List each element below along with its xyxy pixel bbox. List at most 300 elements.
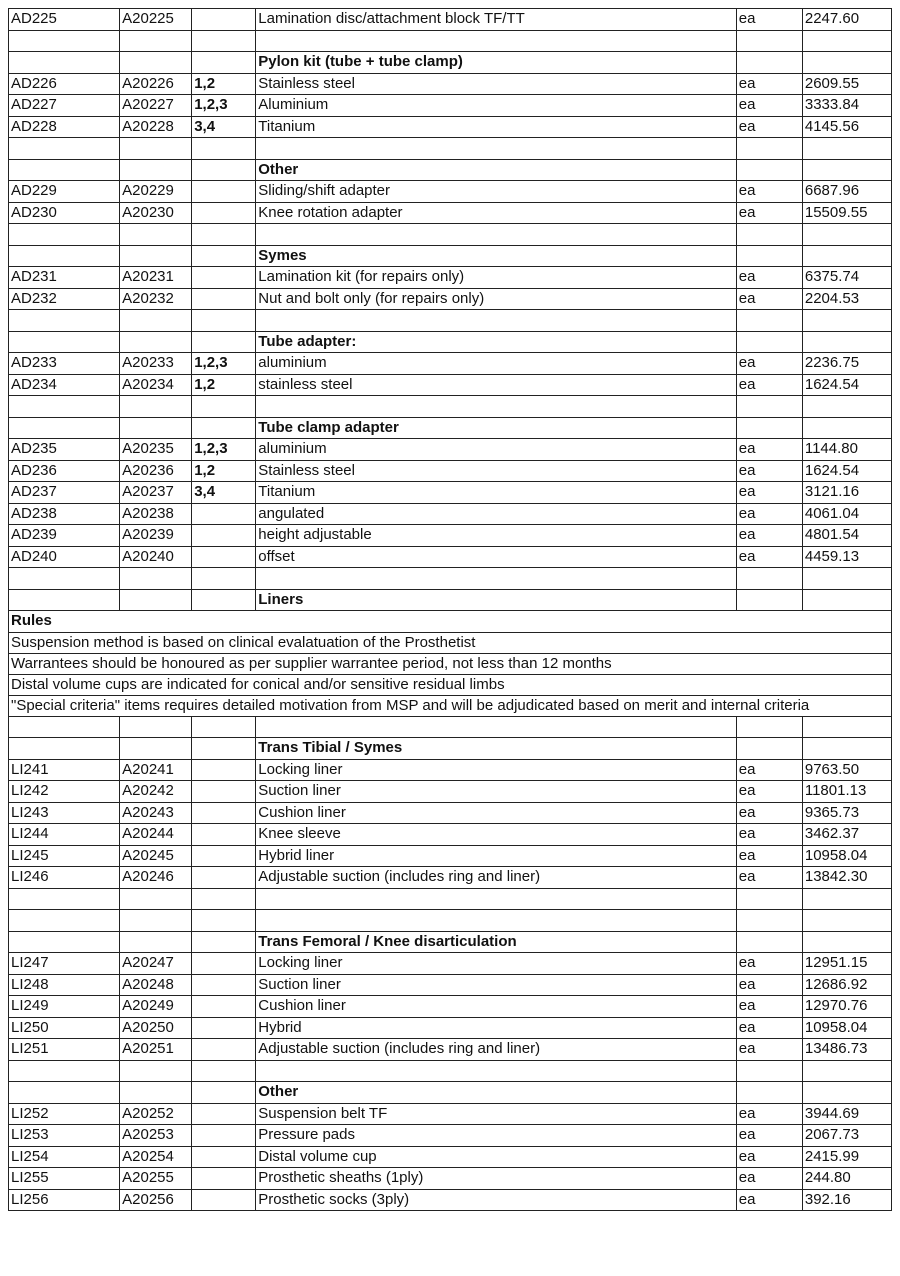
quantity-level-cell: 1,2,3 (192, 95, 256, 117)
unit-cell: ea (736, 181, 802, 203)
item-code-cell: LI242 (9, 781, 120, 803)
nappi-code-cell: A20245 (120, 845, 192, 867)
unit-cell: ea (736, 288, 802, 310)
table-row (9, 781, 892, 803)
empty-cell (9, 331, 120, 353)
section-heading-row (9, 52, 892, 74)
table-row (9, 974, 892, 996)
quantity-level-cell (192, 824, 256, 846)
nappi-code-cell: A20235 (120, 439, 192, 461)
unit-cell: ea (736, 95, 802, 117)
price-cell: 2236.75 (802, 353, 891, 375)
item-code-cell: AD235 (9, 439, 120, 461)
nappi-code-cell: A20229 (120, 181, 192, 203)
section-heading-row (9, 589, 892, 611)
item-code-cell: LI249 (9, 996, 120, 1018)
empty-cell (120, 910, 192, 932)
quantity-level-cell (192, 1146, 256, 1168)
empty-cell (192, 396, 256, 418)
nappi-code-cell: A20230 (120, 202, 192, 224)
empty-cell (9, 245, 120, 267)
price-cell: 12970.76 (802, 996, 891, 1018)
quantity-level-cell (192, 546, 256, 568)
table-row (9, 867, 892, 889)
empty-cell (256, 138, 737, 160)
empty-cell (736, 931, 802, 953)
description-cell: offset (256, 546, 737, 568)
table-row (9, 1103, 892, 1125)
price-cell: 2204.53 (802, 288, 891, 310)
rule-row (9, 653, 892, 674)
price-cell: 11801.13 (802, 781, 891, 803)
empty-cell (736, 589, 802, 611)
price-cell: 13486.73 (802, 1039, 891, 1061)
empty-cell (192, 1060, 256, 1082)
nappi-code-cell: A20255 (120, 1168, 192, 1190)
empty-cell (9, 159, 120, 181)
empty-cell (192, 716, 256, 738)
unit-cell: ea (736, 267, 802, 289)
nappi-code-cell: A20246 (120, 867, 192, 889)
empty-cell (192, 910, 256, 932)
empty-cell (120, 568, 192, 590)
blank-row (9, 224, 892, 246)
table-row (9, 546, 892, 568)
empty-cell (802, 738, 891, 760)
quantity-level-cell (192, 267, 256, 289)
empty-cell (120, 738, 192, 760)
empty-cell (192, 568, 256, 590)
description-cell: Cushion liner (256, 802, 737, 824)
description-cell: stainless steel (256, 374, 737, 396)
price-cell: 9365.73 (802, 802, 891, 824)
item-code-cell: LI250 (9, 1017, 120, 1039)
description-cell: Stainless steel (256, 460, 737, 482)
price-cell: 392.16 (802, 1189, 891, 1211)
price-cell: 3121.16 (802, 482, 891, 504)
table-row (9, 95, 892, 117)
empty-cell (192, 52, 256, 74)
item-code-cell: AD230 (9, 202, 120, 224)
description-cell: Pressure pads (256, 1125, 737, 1147)
description-cell: Hybrid (256, 1017, 737, 1039)
item-code-cell: LI244 (9, 824, 120, 846)
nappi-code-cell: A20240 (120, 546, 192, 568)
description-cell: Titanium (256, 116, 737, 138)
rule-text: Warrantees should be honoured as per supplier warrantee period, not less than 12 months (9, 653, 892, 674)
item-code-cell: AD238 (9, 503, 120, 525)
rules-heading-row (9, 611, 892, 633)
price-cell: 4801.54 (802, 525, 891, 547)
section-heading-row (9, 331, 892, 353)
unit-cell: ea (736, 482, 802, 504)
quantity-level-cell: 1,2,3 (192, 353, 256, 375)
price-cell: 1624.54 (802, 460, 891, 482)
empty-cell (9, 888, 120, 910)
empty-cell (120, 1060, 192, 1082)
table-row (9, 1039, 892, 1061)
nappi-code-cell: A20232 (120, 288, 192, 310)
unit-cell: ea (736, 525, 802, 547)
quantity-level-cell (192, 802, 256, 824)
nappi-code-cell: A20236 (120, 460, 192, 482)
empty-cell (802, 245, 891, 267)
empty-cell (256, 396, 737, 418)
section-heading-row (9, 417, 892, 439)
empty-cell (9, 738, 120, 760)
quantity-level-cell (192, 503, 256, 525)
empty-cell (736, 1082, 802, 1104)
item-code-cell: LI248 (9, 974, 120, 996)
empty-cell (256, 224, 737, 246)
table-row (9, 996, 892, 1018)
empty-cell (9, 138, 120, 160)
empty-cell (736, 224, 802, 246)
empty-cell (192, 931, 256, 953)
nappi-code-cell: A20251 (120, 1039, 192, 1061)
unit-cell: ea (736, 1189, 802, 1211)
description-cell: Suspension belt TF (256, 1103, 737, 1125)
section-heading-row (9, 159, 892, 181)
quantity-level-cell (192, 781, 256, 803)
empty-cell (9, 1082, 120, 1104)
empty-cell (736, 30, 802, 52)
empty-cell (736, 159, 802, 181)
table-row (9, 353, 892, 375)
item-code-cell: AD228 (9, 116, 120, 138)
rule-row (9, 632, 892, 653)
empty-cell (736, 910, 802, 932)
unit-cell: ea (736, 802, 802, 824)
empty-cell (736, 417, 802, 439)
empty-cell (802, 310, 891, 332)
table-row (9, 1017, 892, 1039)
item-code-cell: AD232 (9, 288, 120, 310)
item-code-cell: LI243 (9, 802, 120, 824)
quantity-level-cell (192, 1125, 256, 1147)
rule-row (9, 695, 892, 716)
price-cell: 3944.69 (802, 1103, 891, 1125)
section-heading-row (9, 738, 892, 760)
price-cell: 3462.37 (802, 824, 891, 846)
unit-cell: ea (736, 202, 802, 224)
unit-cell: ea (736, 9, 802, 31)
price-cell: 2609.55 (802, 73, 891, 95)
description-cell: Locking liner (256, 953, 737, 975)
price-cell: 4061.04 (802, 503, 891, 525)
empty-cell (120, 888, 192, 910)
item-code-cell: AD227 (9, 95, 120, 117)
description-cell: Aluminium (256, 95, 737, 117)
empty-cell (736, 52, 802, 74)
description-cell: angulated (256, 503, 737, 525)
nappi-code-cell: A20243 (120, 802, 192, 824)
empty-cell (802, 396, 891, 418)
section-heading: Tube clamp adapter (256, 417, 737, 439)
nappi-code-cell: A20253 (120, 1125, 192, 1147)
empty-cell (120, 417, 192, 439)
empty-cell (192, 245, 256, 267)
section-heading-row (9, 245, 892, 267)
nappi-code-cell: A20250 (120, 1017, 192, 1039)
price-cell: 10958.04 (802, 1017, 891, 1039)
table-row (9, 1168, 892, 1190)
empty-cell (802, 888, 891, 910)
description-cell: Cushion liner (256, 996, 737, 1018)
unit-cell: ea (736, 781, 802, 803)
empty-cell (256, 716, 737, 738)
description-cell: Lamination kit (for repairs only) (256, 267, 737, 289)
price-cell: 4145.56 (802, 116, 891, 138)
nappi-code-cell: A20238 (120, 503, 192, 525)
empty-cell (256, 910, 737, 932)
table-row (9, 503, 892, 525)
empty-cell (736, 138, 802, 160)
empty-cell (9, 396, 120, 418)
nappi-code-cell: A20247 (120, 953, 192, 975)
description-cell: Knee sleeve (256, 824, 737, 846)
section-heading: Other (256, 1082, 737, 1104)
empty-cell (802, 910, 891, 932)
nappi-code-cell: A20231 (120, 267, 192, 289)
empty-cell (192, 417, 256, 439)
section-heading-row (9, 931, 892, 953)
empty-cell (736, 245, 802, 267)
empty-cell (256, 310, 737, 332)
unit-cell: ea (736, 824, 802, 846)
table-row (9, 439, 892, 461)
unit-cell: ea (736, 1125, 802, 1147)
price-cell: 13842.30 (802, 867, 891, 889)
nappi-code-cell: A20225 (120, 9, 192, 31)
empty-cell (192, 159, 256, 181)
item-code-cell: AD225 (9, 9, 120, 31)
unit-cell: ea (736, 546, 802, 568)
nappi-code-cell: A20234 (120, 374, 192, 396)
section-heading: Trans Femoral / Knee disarticulation (256, 931, 737, 953)
empty-cell (736, 738, 802, 760)
price-cell: 15509.55 (802, 202, 891, 224)
blank-row (9, 716, 892, 738)
description-cell: Stainless steel (256, 73, 737, 95)
blank-row (9, 888, 892, 910)
empty-cell (120, 52, 192, 74)
empty-cell (192, 888, 256, 910)
empty-cell (9, 589, 120, 611)
table-row (9, 1146, 892, 1168)
unit-cell: ea (736, 867, 802, 889)
description-cell: aluminium (256, 353, 737, 375)
table-row (9, 202, 892, 224)
quantity-level-cell: 1,2,3 (192, 439, 256, 461)
quantity-level-cell: 1,2 (192, 374, 256, 396)
price-cell: 1624.54 (802, 374, 891, 396)
empty-cell (120, 30, 192, 52)
section-heading: Tube adapter: (256, 331, 737, 353)
nappi-code-cell: A20239 (120, 525, 192, 547)
empty-cell (9, 931, 120, 953)
price-cell: 3333.84 (802, 95, 891, 117)
quantity-level-cell: 3,4 (192, 482, 256, 504)
empty-cell (736, 396, 802, 418)
section-heading-row (9, 1082, 892, 1104)
empty-cell (736, 331, 802, 353)
table-row (9, 288, 892, 310)
quantity-level-cell (192, 845, 256, 867)
item-code-cell: LI256 (9, 1189, 120, 1211)
unit-cell: ea (736, 1146, 802, 1168)
description-cell: Prosthetic socks (3ply) (256, 1189, 737, 1211)
item-code-cell: AD226 (9, 73, 120, 95)
empty-cell (802, 138, 891, 160)
empty-cell (120, 931, 192, 953)
nappi-code-cell: A20249 (120, 996, 192, 1018)
nappi-code-cell: A20241 (120, 759, 192, 781)
item-code-cell: AD236 (9, 460, 120, 482)
item-code-cell: AD229 (9, 181, 120, 203)
nappi-code-cell: A20227 (120, 95, 192, 117)
empty-cell (802, 931, 891, 953)
item-code-cell: LI246 (9, 867, 120, 889)
unit-cell: ea (736, 73, 802, 95)
quantity-level-cell (192, 1017, 256, 1039)
empty-cell (736, 310, 802, 332)
item-code-cell: AD237 (9, 482, 120, 504)
description-cell: aluminium (256, 439, 737, 461)
empty-cell (802, 589, 891, 611)
empty-cell (802, 331, 891, 353)
empty-cell (802, 1082, 891, 1104)
item-code-cell: AD239 (9, 525, 120, 547)
section-heading: Other (256, 159, 737, 181)
empty-cell (120, 224, 192, 246)
description-cell: Lamination disc/attachment block TF/TT (256, 9, 737, 31)
section-heading: Liners (256, 589, 737, 611)
section-heading: Pylon kit (tube + tube clamp) (256, 52, 737, 74)
description-cell: Sliding/shift adapter (256, 181, 737, 203)
unit-cell: ea (736, 974, 802, 996)
price-cell: 2415.99 (802, 1146, 891, 1168)
table-row (9, 1125, 892, 1147)
table-row (9, 845, 892, 867)
empty-cell (256, 30, 737, 52)
quantity-level-cell: 3,4 (192, 116, 256, 138)
blank-row (9, 396, 892, 418)
nappi-code-cell: A20226 (120, 73, 192, 95)
unit-cell: ea (736, 460, 802, 482)
section-heading: Trans Tibial / Symes (256, 738, 737, 760)
unit-cell: ea (736, 353, 802, 375)
empty-cell (256, 1060, 737, 1082)
price-cell: 244.80 (802, 1168, 891, 1190)
empty-cell (192, 589, 256, 611)
table-row (9, 73, 892, 95)
nappi-code-cell: A20244 (120, 824, 192, 846)
empty-cell (802, 417, 891, 439)
item-code-cell: AD240 (9, 546, 120, 568)
unit-cell: ea (736, 953, 802, 975)
item-code-cell: AD231 (9, 267, 120, 289)
nappi-code-cell: A20252 (120, 1103, 192, 1125)
empty-cell (192, 30, 256, 52)
tariff-table (8, 8, 892, 1211)
empty-cell (9, 568, 120, 590)
empty-cell (802, 224, 891, 246)
empty-cell (9, 52, 120, 74)
empty-cell (120, 331, 192, 353)
unit-cell: ea (736, 374, 802, 396)
empty-cell (736, 888, 802, 910)
item-code-cell: LI253 (9, 1125, 120, 1147)
nappi-code-cell: A20233 (120, 353, 192, 375)
empty-cell (120, 245, 192, 267)
empty-cell (120, 396, 192, 418)
price-cell: 6687.96 (802, 181, 891, 203)
empty-cell (802, 159, 891, 181)
empty-cell (9, 1060, 120, 1082)
empty-cell (9, 417, 120, 439)
item-code-cell: LI251 (9, 1039, 120, 1061)
nappi-code-cell: A20248 (120, 974, 192, 996)
item-code-cell: LI245 (9, 845, 120, 867)
empty-cell (120, 589, 192, 611)
price-cell: 2067.73 (802, 1125, 891, 1147)
table-row (9, 824, 892, 846)
empty-cell (9, 310, 120, 332)
empty-cell (736, 716, 802, 738)
rule-text: Suspension method is based on clinical evalatuation of the Prosthetist (9, 632, 892, 653)
description-cell: Suction liner (256, 781, 737, 803)
quantity-level-cell (192, 996, 256, 1018)
empty-cell (120, 310, 192, 332)
description-cell: Prosthetic sheaths (1ply) (256, 1168, 737, 1190)
empty-cell (120, 1082, 192, 1104)
empty-cell (192, 138, 256, 160)
table-row (9, 802, 892, 824)
item-code-cell: LI254 (9, 1146, 120, 1168)
table-row (9, 482, 892, 504)
blank-row (9, 568, 892, 590)
description-cell: Adjustable suction (includes ring and liner) (256, 1039, 737, 1061)
table-row (9, 9, 892, 31)
nappi-code-cell: A20237 (120, 482, 192, 504)
item-code-cell: LI255 (9, 1168, 120, 1190)
unit-cell: ea (736, 116, 802, 138)
item-code-cell: LI247 (9, 953, 120, 975)
quantity-level-cell: 1,2 (192, 460, 256, 482)
table-row (9, 759, 892, 781)
description-cell: Nut and bolt only (for repairs only) (256, 288, 737, 310)
rule-row (9, 674, 892, 695)
description-cell: Titanium (256, 482, 737, 504)
quantity-level-cell (192, 525, 256, 547)
empty-cell (120, 716, 192, 738)
item-code-cell: LI252 (9, 1103, 120, 1125)
empty-cell (192, 1082, 256, 1104)
quantity-level-cell (192, 867, 256, 889)
nappi-code-cell: A20254 (120, 1146, 192, 1168)
blank-row (9, 1060, 892, 1082)
empty-cell (9, 30, 120, 52)
quantity-level-cell (192, 974, 256, 996)
empty-cell (192, 331, 256, 353)
blank-row (9, 30, 892, 52)
quantity-level-cell (192, 759, 256, 781)
unit-cell: ea (736, 503, 802, 525)
nappi-code-cell: A20256 (120, 1189, 192, 1211)
empty-cell (802, 30, 891, 52)
empty-cell (9, 224, 120, 246)
